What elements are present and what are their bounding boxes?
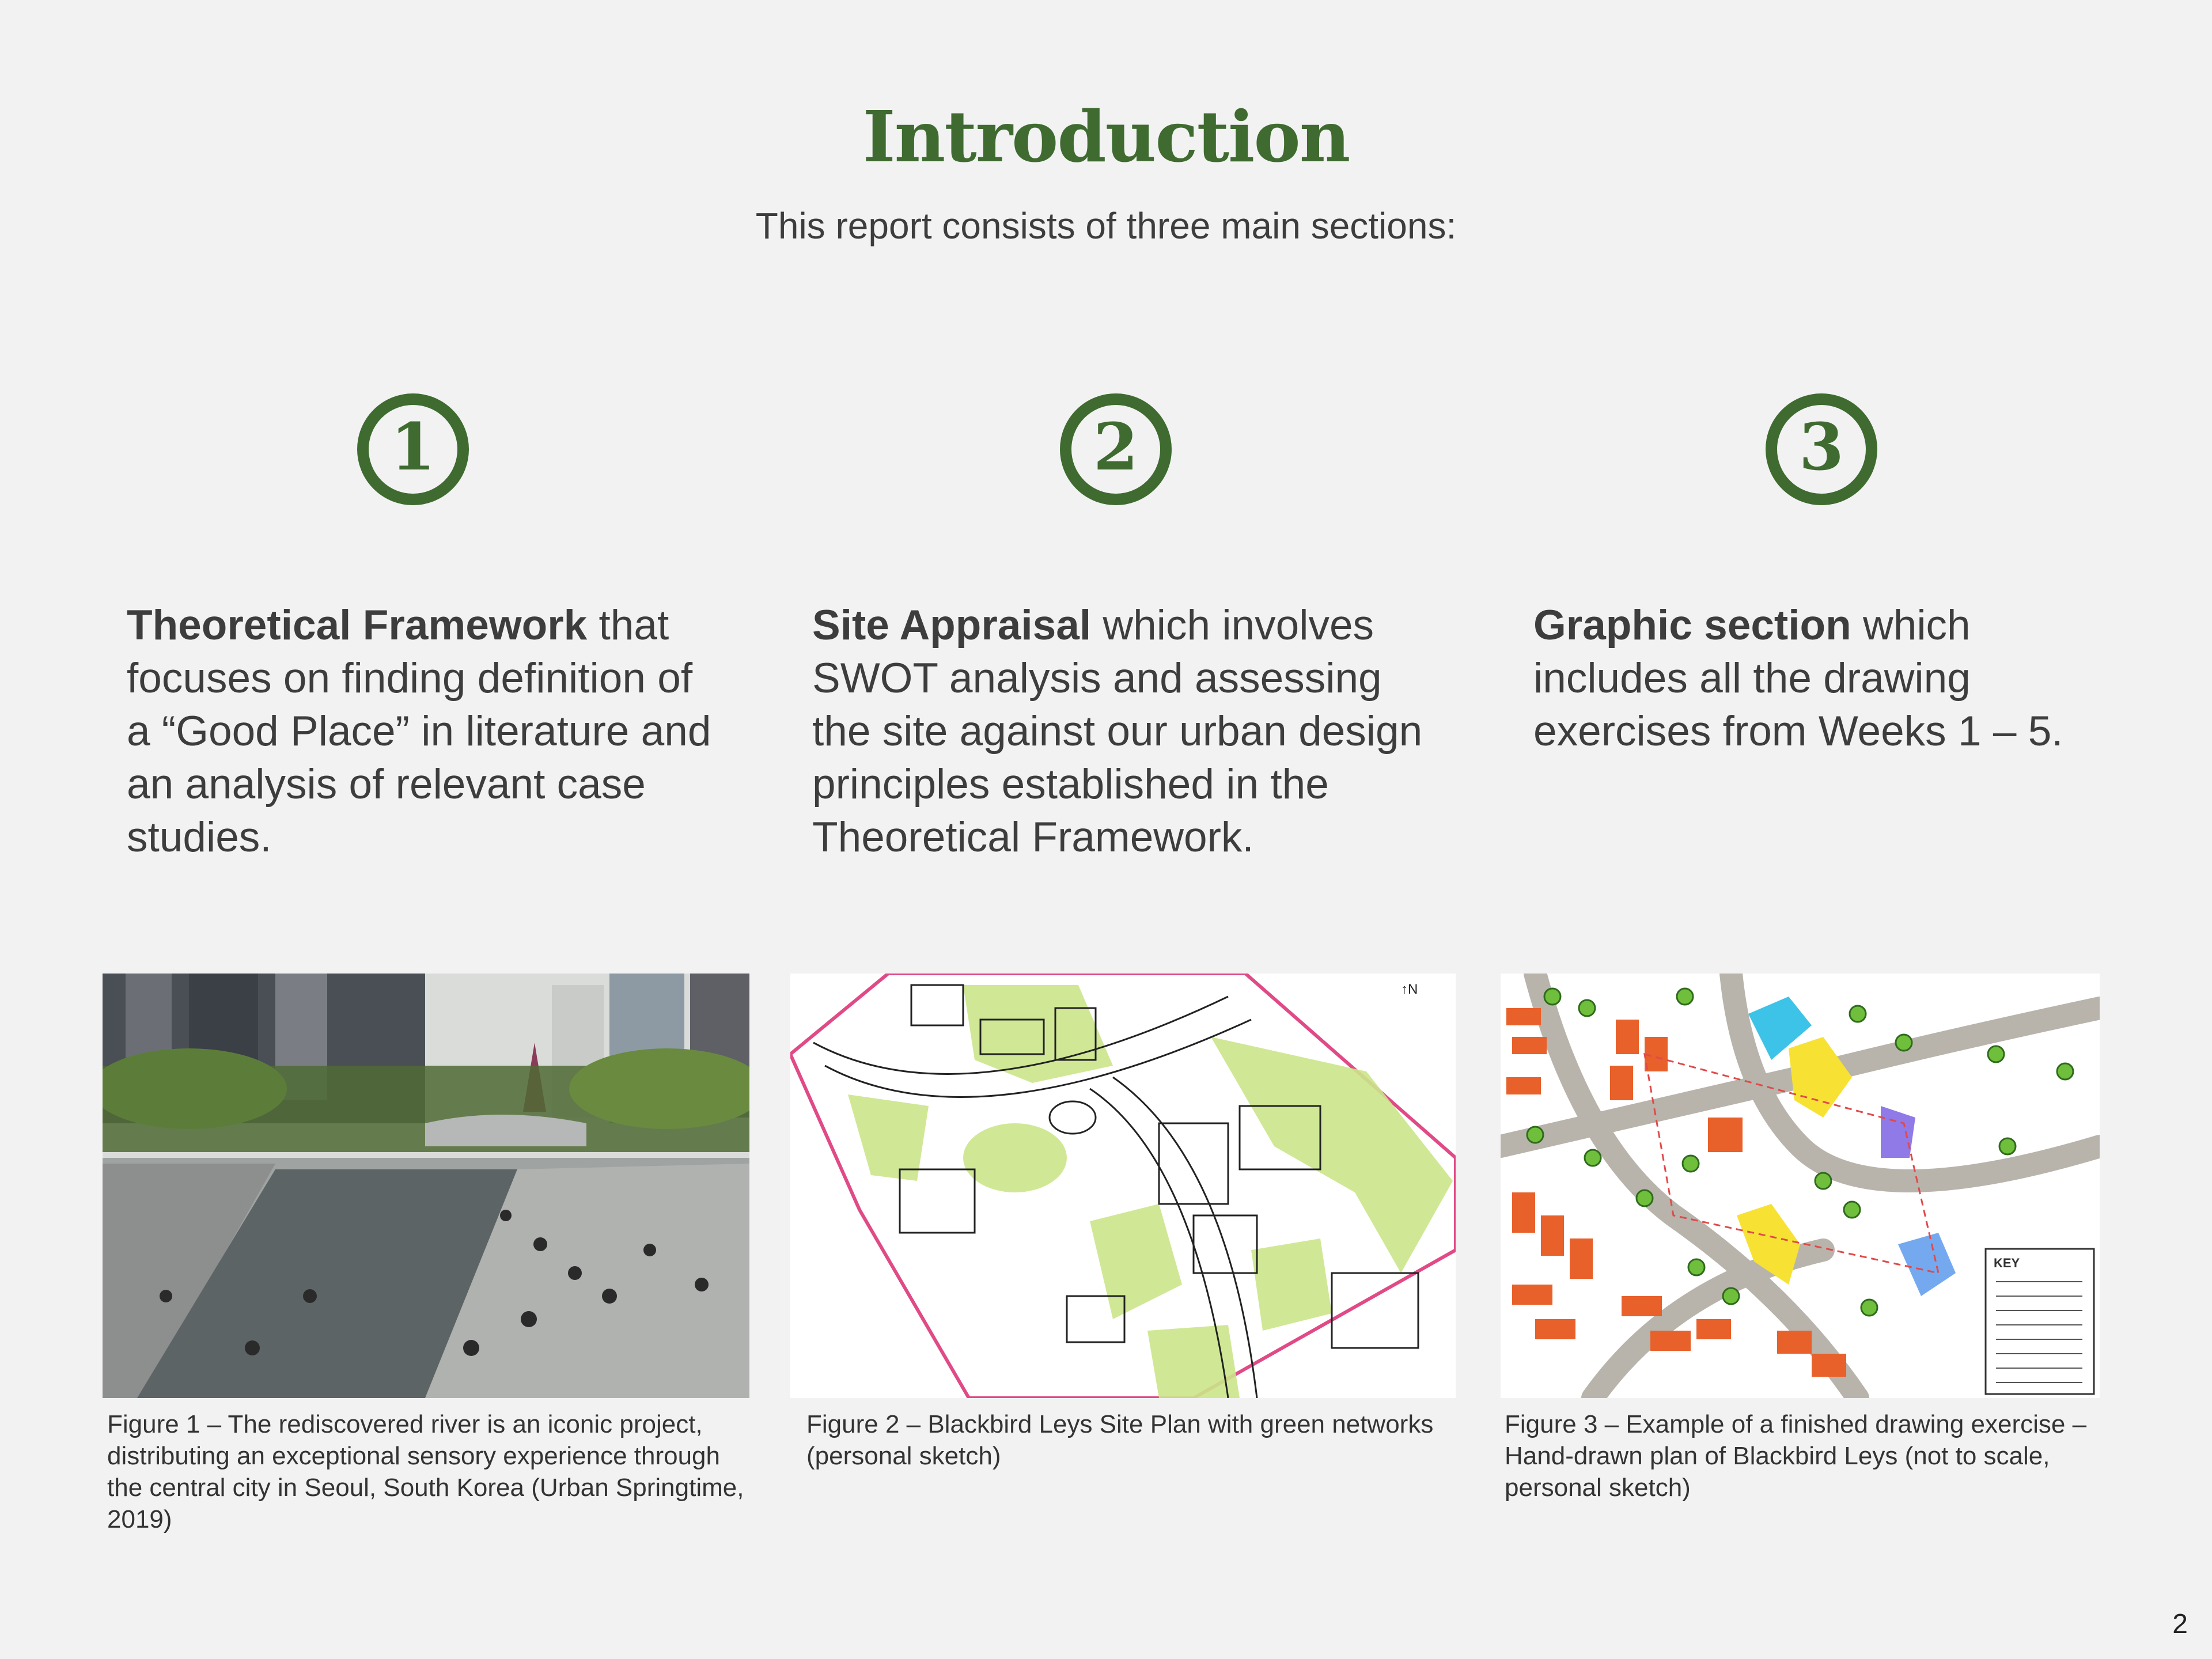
section-1-description [127, 599, 726, 864]
figure-3-hand-drawn-plan [1501, 974, 2100, 1398]
figure-2-caption: Figure 2 – Blackbird Leys Site Plan with green networks (personal sketch) [806, 1410, 1434, 1470]
section-2-number-badge [1060, 393, 1172, 505]
section-1-title: Theoretical Framework [127, 602, 588, 649]
page-subtitle: This report consists of three main sections: [755, 205, 1457, 247]
section-2-title: Site Appraisal [812, 602, 1092, 649]
figure-1-caption: Figure 1 – The rediscovered river is an iconic project, distributing an exceptional sensory experience through the central city in Seoul, South Korea (Urban Springtime, 2019) [107, 1410, 744, 1533]
section-3-number: 3 [1799, 410, 1844, 485]
map-key-label: KEY [1994, 1256, 2020, 1270]
section-2-description [812, 599, 1429, 864]
page-title: Introduction [862, 95, 1350, 178]
section-1-body: that focuses on finding definition of a “Good Place” in literature and an analysis of relevant case studies. [127, 602, 711, 861]
figure-1-river-photo [103, 974, 749, 1398]
section-1-number-badge [357, 393, 469, 505]
north-arrow-label: ↑N [1401, 982, 1418, 997]
section-2-number: 2 [1093, 410, 1138, 485]
section-3-body: which includes all the drawing exercises from Weeks 1 – 5. [1533, 602, 2063, 755]
section-3-title: Graphic section [1533, 602, 1851, 649]
section-1-number: 1 [391, 410, 435, 485]
section-3-description [1533, 599, 2109, 758]
figure-2-site-plan-sketch [790, 974, 1456, 1398]
page-number: 2 [2172, 1609, 2188, 1639]
section-3-number-badge [1766, 393, 1877, 505]
figure-3-caption: Figure 3 – Example of a finished drawing exercise – Hand-drawn plan of Blackbird Leys (not to scale, personal sketch) [1505, 1410, 2087, 1502]
section-2-body: which involves SWOT analysis and assessing the site against our urban design principles established in the Theoretical Framework. [812, 602, 1423, 861]
